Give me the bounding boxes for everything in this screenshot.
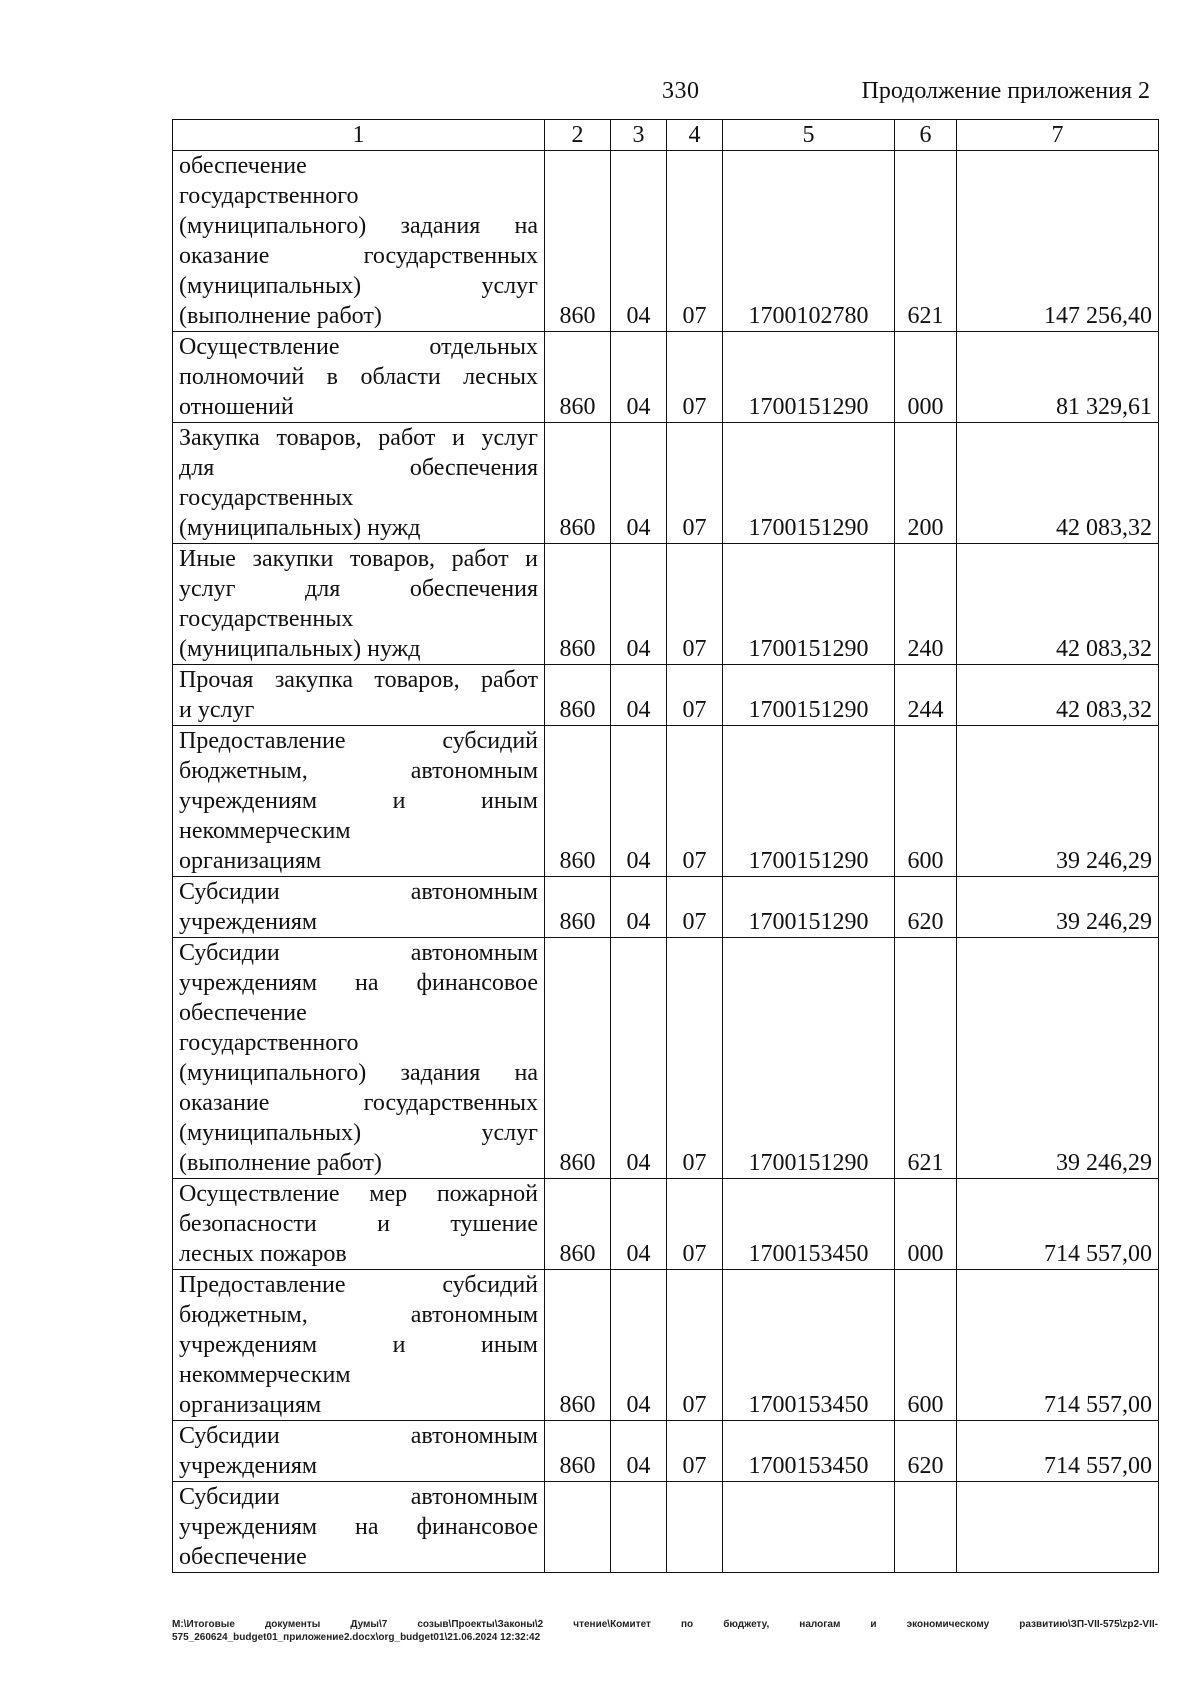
subsection-code-cell: 07 — [667, 877, 723, 938]
ministry-code-cell: 860 — [545, 544, 611, 665]
expense-name-line: учреждениям и иным — [179, 788, 538, 814]
target-article-cell: 1700102780 — [723, 151, 895, 332]
expense-name-line: Осуществление отдельных — [179, 334, 538, 360]
expense-name-line: государственного — [179, 1030, 359, 1056]
ministry-code-cell: 860 — [545, 423, 611, 544]
subsection-code-cell: 07 — [667, 544, 723, 665]
continuation-caption: Продолжение приложения 2 — [861, 78, 1150, 104]
expense-name-cell — [173, 544, 545, 665]
expense-name-line: некоммерческим — [179, 818, 351, 844]
column-header: 2 — [545, 120, 611, 151]
column-header: 3 — [611, 120, 667, 151]
expense-type-cell: 621 — [895, 938, 957, 1179]
subsection-code-cell: 07 — [667, 332, 723, 423]
expense-name-cell — [173, 726, 545, 877]
expense-name-cell — [173, 665, 545, 726]
expense-name-cell — [173, 1270, 545, 1421]
amount-cell: 714 557,00 — [957, 1421, 1159, 1482]
table-row — [173, 726, 1159, 877]
amount-cell: 42 083,32 — [957, 544, 1159, 665]
table-row — [173, 938, 1159, 1179]
expense-name-line: оказание государственных — [179, 243, 538, 269]
expense-name-line: государственных — [179, 485, 354, 511]
expense-name-line: организациям — [179, 1392, 322, 1418]
expense-name-cell — [173, 938, 545, 1179]
page-number: 330 — [662, 78, 700, 104]
expense-name-line: бюджетным, автономным — [179, 1302, 538, 1328]
ministry-code-cell: 860 — [545, 1179, 611, 1270]
amount-cell: 39 246,29 — [957, 938, 1159, 1179]
expense-name-line: (выполнение работ) — [179, 1150, 382, 1176]
expense-name-line: Субсидии автономным — [179, 1484, 538, 1510]
target-article-cell: 1700153450 — [723, 1179, 895, 1270]
amount-cell: 714 557,00 — [957, 1179, 1159, 1270]
expense-type-cell: 200 — [895, 423, 957, 544]
expense-name-line: (муниципального) задания на — [179, 1060, 538, 1086]
expense-name-line: учреждениям — [179, 1453, 318, 1479]
document-path-footer: М:\Итоговые документы Думы\7 созыв\Проекты\Законы\2 чтение\Комитет по бюджету, налогам и экономическому развитию\ЗП-VII-575\zp2-VII-575_260624_budget01_приложение2.docx\org_budget01\21.06.2024 12:32:42 — [172, 1619, 1158, 1643]
target-article-cell: 1700151290 — [723, 877, 895, 938]
expense-name-line: для обеспечения — [179, 455, 538, 481]
target-article-cell: 1700153450 — [723, 1421, 895, 1482]
expense-type-cell: 244 — [895, 665, 957, 726]
expense-name-line: учреждениям на финансовое — [179, 1514, 538, 1540]
section-code-cell — [611, 1482, 667, 1573]
expense-type-cell: 620 — [895, 1421, 957, 1482]
expense-name-line: безопасности и тушение — [179, 1211, 538, 1237]
ministry-code-cell: 860 — [545, 1270, 611, 1421]
expense-name-line: обеспечение — [179, 153, 307, 179]
ministry-code-cell: 860 — [545, 332, 611, 423]
ministry-code-cell: 860 — [545, 151, 611, 332]
section-code-cell: 04 — [611, 332, 667, 423]
expense-name-line: и услуг — [179, 697, 255, 723]
expense-name-cell — [173, 1421, 545, 1482]
expense-name-line: (муниципальных) услуг — [179, 273, 538, 299]
table-row — [173, 423, 1159, 544]
section-code-cell: 04 — [611, 1421, 667, 1482]
expense-type-cell: 600 — [895, 726, 957, 877]
expense-type-cell: 621 — [895, 151, 957, 332]
ministry-code-cell: 860 — [545, 1421, 611, 1482]
expense-name-cell — [173, 151, 545, 332]
table-row — [173, 1179, 1159, 1270]
amount-cell: 42 083,32 — [957, 665, 1159, 726]
column-header: 5 — [723, 120, 895, 151]
expense-name-cell — [173, 1482, 545, 1573]
expense-name-line: услуг для обеспечения — [179, 576, 538, 602]
expense-name-cell — [173, 1179, 545, 1270]
expense-name-line: (муниципальных) нужд — [179, 636, 421, 662]
expense-name-line: (выполнение работ) — [179, 303, 382, 329]
expense-name-line: Субсидии автономным — [179, 879, 538, 905]
table-row — [173, 665, 1159, 726]
target-article-cell: 1700151290 — [723, 665, 895, 726]
expense-name-line: полномочий в области лесных — [179, 364, 538, 390]
column-number-row — [173, 120, 1159, 151]
expense-name-line: Иные закупки товаров, работ и — [179, 546, 538, 572]
subsection-code-cell: 07 — [667, 423, 723, 544]
expense-name-line: Прочая закупка товаров, работ — [179, 667, 538, 693]
subsection-code-cell: 07 — [667, 1179, 723, 1270]
expense-name-line: обеспечение — [179, 1544, 307, 1570]
table-row — [173, 877, 1159, 938]
section-code-cell: 04 — [611, 423, 667, 544]
section-code-cell: 04 — [611, 665, 667, 726]
subsection-code-cell: 07 — [667, 151, 723, 332]
table-row — [173, 1270, 1159, 1421]
expense-name-line: Закупка товаров, работ и услуг — [179, 425, 538, 451]
column-header: 1 — [173, 120, 545, 151]
section-code-cell: 04 — [611, 1270, 667, 1421]
section-code-cell: 04 — [611, 938, 667, 1179]
target-article-cell: 1700151290 — [723, 726, 895, 877]
target-article-cell: 1700151290 — [723, 423, 895, 544]
target-article-cell: 1700151290 — [723, 332, 895, 423]
column-header: 6 — [895, 120, 957, 151]
expense-name-line: (муниципального) задания на — [179, 213, 538, 239]
subsection-code-cell: 07 — [667, 665, 723, 726]
subsection-code-cell: 07 — [667, 1421, 723, 1482]
expense-name-line: Предоставление субсидий — [179, 1272, 538, 1298]
section-code-cell: 04 — [611, 877, 667, 938]
amount-cell: 714 557,00 — [957, 1270, 1159, 1421]
target-article-cell: 1700151290 — [723, 544, 895, 665]
expense-name-line: обеспечение — [179, 1000, 307, 1026]
subsection-code-cell — [667, 1482, 723, 1573]
expense-name-line: учреждениям на финансовое — [179, 970, 538, 996]
table-body — [173, 151, 1159, 1573]
expense-name-line: организациям — [179, 848, 322, 874]
amount-cell — [957, 1482, 1159, 1573]
expense-name-cell — [173, 423, 545, 544]
amount-cell: 147 256,40 — [957, 151, 1159, 332]
expense-name-line: (муниципальных) услуг — [179, 1120, 538, 1146]
expense-name-line: Субсидии автономным — [179, 940, 538, 966]
budget-table — [172, 119, 1159, 1573]
expense-name-line: бюджетным, автономным — [179, 758, 538, 784]
target-article-cell — [723, 1482, 895, 1573]
table-row — [173, 1482, 1159, 1573]
amount-cell: 39 246,29 — [957, 877, 1159, 938]
section-code-cell: 04 — [611, 151, 667, 332]
column-header: 4 — [667, 120, 723, 151]
expense-name-line: отношений — [179, 394, 294, 420]
expense-name-line: учреждениям — [179, 909, 318, 935]
subsection-code-cell: 07 — [667, 726, 723, 877]
table-row — [173, 151, 1159, 332]
expense-name-line: оказание государственных — [179, 1090, 538, 1116]
expense-name-line: некоммерческим — [179, 1362, 351, 1388]
ministry-code-cell — [545, 1482, 611, 1573]
ministry-code-cell: 860 — [545, 726, 611, 877]
amount-cell: 81 329,61 — [957, 332, 1159, 423]
table-row — [173, 544, 1159, 665]
expense-name-line: учреждениям и иным — [179, 1332, 538, 1358]
ministry-code-cell: 860 — [545, 665, 611, 726]
expense-name-line: (муниципальных) нужд — [179, 515, 421, 541]
expense-name-line: Субсидии автономным — [179, 1423, 538, 1449]
expense-type-cell — [895, 1482, 957, 1573]
expense-name-line: Осуществление мер пожарной — [179, 1181, 538, 1207]
target-article-cell: 1700151290 — [723, 938, 895, 1179]
expense-type-cell: 000 — [895, 1179, 957, 1270]
amount-cell: 42 083,32 — [957, 423, 1159, 544]
subsection-code-cell: 07 — [667, 1270, 723, 1421]
section-code-cell: 04 — [611, 726, 667, 877]
expense-name-cell — [173, 877, 545, 938]
table-row — [173, 332, 1159, 423]
ministry-code-cell: 860 — [545, 938, 611, 1179]
expense-name-line: государственных — [179, 606, 354, 632]
expense-name-line: Предоставление субсидий — [179, 728, 538, 754]
amount-cell: 39 246,29 — [957, 726, 1159, 877]
expense-type-cell: 600 — [895, 1270, 957, 1421]
section-code-cell: 04 — [611, 1179, 667, 1270]
expense-type-cell: 240 — [895, 544, 957, 665]
expense-name-cell — [173, 332, 545, 423]
subsection-code-cell: 07 — [667, 938, 723, 1179]
expense-name-line: лесных пожаров — [179, 1241, 347, 1267]
expense-type-cell: 000 — [895, 332, 957, 423]
expense-type-cell: 620 — [895, 877, 957, 938]
expense-name-line: государственного — [179, 183, 359, 209]
table-row — [173, 1421, 1159, 1482]
section-code-cell: 04 — [611, 544, 667, 665]
column-header: 7 — [957, 120, 1159, 151]
ministry-code-cell: 860 — [545, 877, 611, 938]
target-article-cell: 1700153450 — [723, 1270, 895, 1421]
